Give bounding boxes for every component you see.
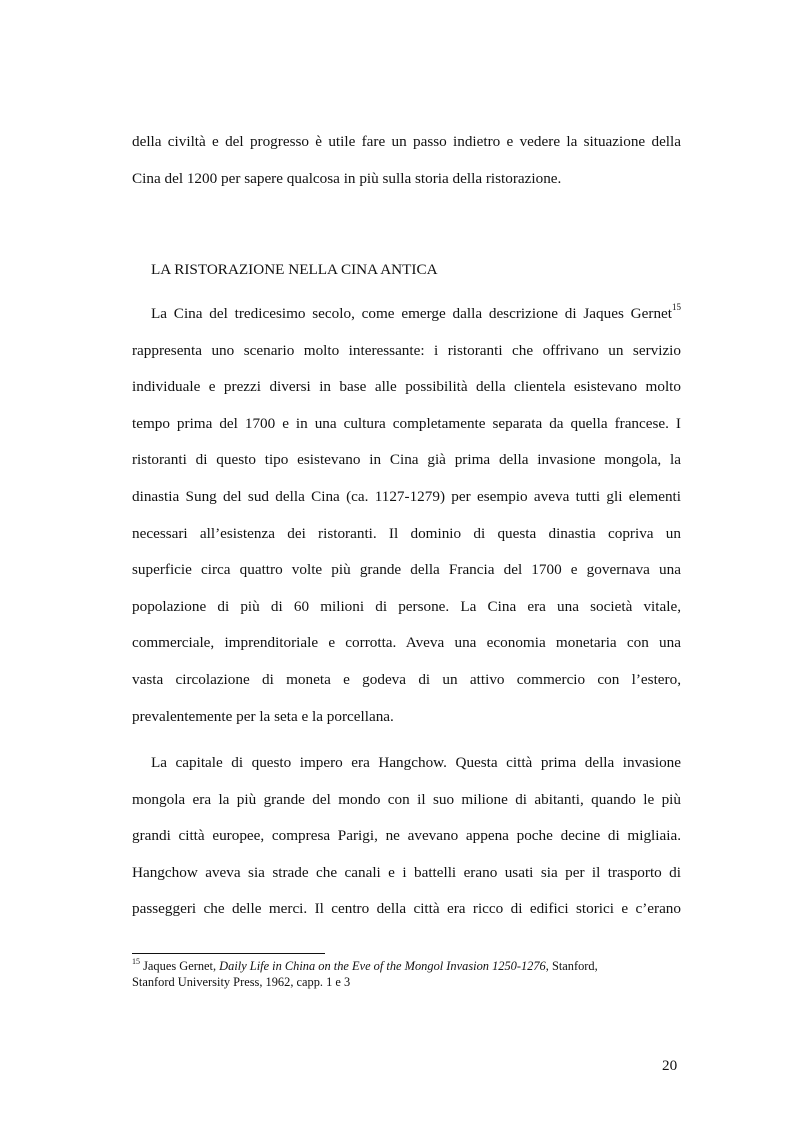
paragraph-line: popolazione di più di 60 milioni di persone. La Cina era una società vitale, bbox=[132, 598, 681, 615]
paragraph-line: passeggeri che delle merci. Il centro della città era ricco di edifici storici e c’erano bbox=[132, 900, 681, 917]
paragraph-line: superficie circa quattro volte più grande della Francia del 1700 e governava una bbox=[132, 561, 681, 578]
paragraph-line: Hangchow aveva sia strade che canali e i battelli erano usati sia per il trasporto di bbox=[132, 864, 681, 881]
paragraph-line: ristoranti di questo tipo esistevano in Cina già prima della invasione mongola, la bbox=[132, 451, 681, 468]
footnote-number: 15 bbox=[132, 956, 140, 966]
footnote-line: Stanford University Press, 1962, capp. 1 e 3 bbox=[132, 975, 351, 989]
paragraph-line: necessari all’esistenza dei ristoranti. Il dominio di questa dinastia copriva un bbox=[132, 525, 681, 542]
intro-line: Cina del 1200 per sapere qualcosa in più sulla storia della ristorazione. bbox=[132, 170, 562, 187]
page-number: 20 bbox=[662, 1057, 678, 1074]
paragraph-line: vasta circolazione di moneta e godeva di un attivo commercio con l’estero, bbox=[132, 671, 681, 688]
paragraph-line: La capitale di questo impero era Hangchow. Questa città prima della invasione bbox=[151, 754, 681, 771]
paragraph-line: rappresenta uno scenario molto interessante: i ristoranti che offrivano un servizio bbox=[132, 342, 681, 359]
footnote bbox=[132, 956, 598, 974]
paragraph-line: grandi città europee, compresa Parigi, ne avevano appena poche decine di migliaia. bbox=[132, 827, 681, 844]
paragraph-line: commerciale, imprenditoriale e corrotta. Aveva una economia monetaria con una bbox=[132, 634, 681, 651]
footnote-separator bbox=[132, 953, 325, 954]
paragraph-line bbox=[151, 301, 681, 323]
footnote-title: Daily Life in China on the Eve of the Mongol Invasion 1250-1276 bbox=[219, 959, 546, 973]
footnote-ref: 15 bbox=[672, 301, 681, 312]
section-heading: LA RISTORAZIONE NELLA CINA ANTICA bbox=[151, 261, 438, 278]
paragraph-line: dinastia Sung del sud della Cina (ca. 1127-1279) per esempio aveva tutti gli elementi bbox=[132, 488, 681, 505]
footnote-author: Jaques Gernet, bbox=[143, 959, 217, 973]
footnote-publisher: , Stanford, bbox=[545, 959, 598, 973]
paragraph-line: individuale e prezzi diversi in base alle possibilità della clientela esistevano molto bbox=[132, 378, 681, 395]
paragraph-line: mongola era la più grande del mondo con il suo milione di abitanti, quando le più bbox=[132, 791, 681, 808]
intro-line: della civiltà e del progresso è utile fare un passo indietro e vedere la situazione della bbox=[132, 133, 681, 150]
paragraph-line: tempo prima del 1700 e in una cultura completamente separata da quella francese. I bbox=[132, 415, 681, 432]
paragraph-line: prevalentemente per la seta e la porcellana. bbox=[132, 708, 394, 725]
paragraph-text: La Cina del tredicesimo secolo, come emerge dalla descrizione di Jaques Gernet bbox=[151, 305, 672, 322]
